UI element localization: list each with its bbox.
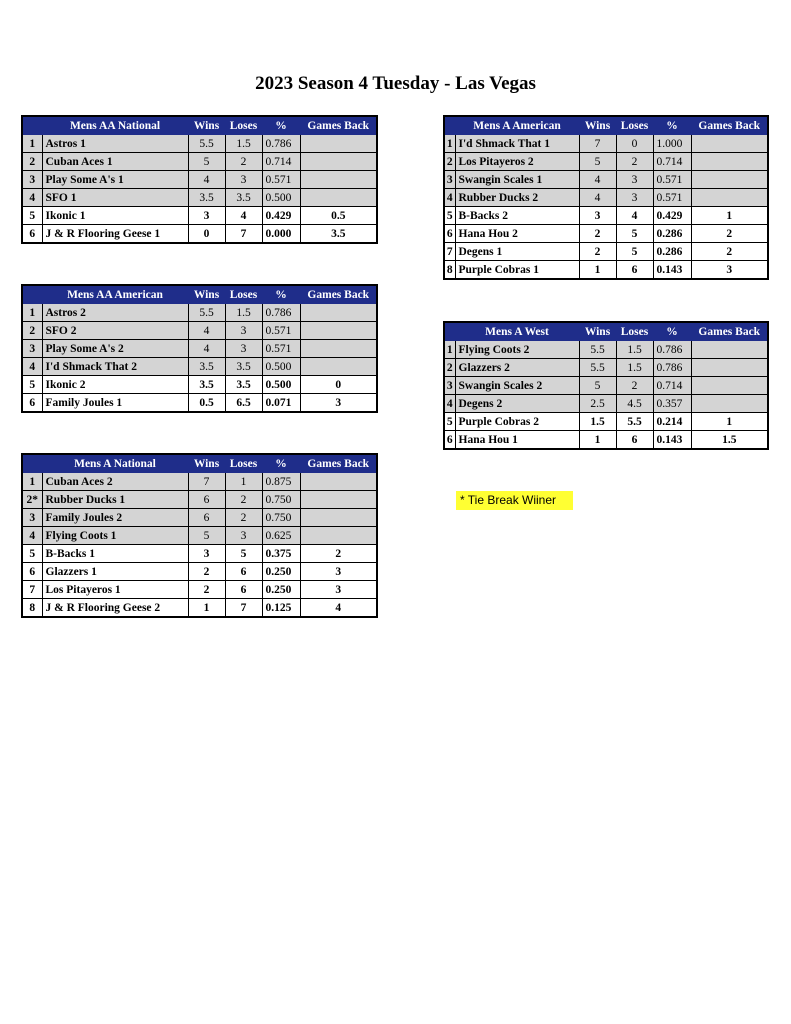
header-wins: Wins (188, 116, 225, 135)
pct-cell: 0.357 (653, 395, 691, 413)
header-rank (444, 322, 455, 341)
loses-cell: 1.5 (225, 304, 262, 322)
pct-cell: 0.429 (653, 207, 691, 225)
team-name-cell: Degens 2 (455, 395, 579, 413)
team-name-cell: Hana Hou 1 (455, 431, 579, 450)
team-name-cell: Glazzers 1 (42, 563, 188, 581)
pct-cell: 0.071 (262, 394, 300, 413)
table-row (22, 599, 377, 618)
rank-cell: 6 (22, 563, 42, 581)
wins-cell: 6 (188, 491, 225, 509)
team-name-cell: SFO 2 (42, 322, 188, 340)
rank-cell: 8 (22, 599, 42, 618)
loses-cell: 2 (225, 153, 262, 171)
games-back-cell (300, 171, 377, 189)
team-name-cell: Rubber Ducks 1 (42, 491, 188, 509)
wins-cell: 4 (188, 171, 225, 189)
rank-cell: 2 (22, 153, 42, 171)
games-back-cell: 2 (300, 545, 377, 563)
pct-cell: 1.000 (653, 135, 691, 153)
pct-cell: 0.286 (653, 225, 691, 243)
table-row (444, 153, 768, 171)
tie-break-note: * Tie Break Wiiner (456, 491, 573, 510)
pct-cell: 0.214 (653, 413, 691, 431)
header-rank (22, 454, 42, 473)
header-games-back: Games Back (691, 322, 768, 341)
header-division-name: Mens AA American (42, 285, 188, 304)
wins-cell: 2 (188, 581, 225, 599)
games-back-cell (691, 135, 768, 153)
rank-cell: 1 (444, 135, 455, 153)
pct-cell: 0.786 (653, 341, 691, 359)
header-games-back: Games Back (300, 285, 377, 304)
table-row (22, 304, 377, 322)
table-row (444, 431, 768, 450)
pct-cell: 0.375 (262, 545, 300, 563)
table-row (444, 189, 768, 207)
team-name-cell: Ikonic 2 (42, 376, 188, 394)
games-back-cell (691, 171, 768, 189)
team-name-cell: Play Some A's 2 (42, 340, 188, 358)
rank-cell: 3 (444, 377, 455, 395)
header-rank (22, 285, 42, 304)
table-header-row (444, 116, 768, 135)
wins-cell: 2 (579, 243, 616, 261)
loses-cell: 4.5 (616, 395, 653, 413)
team-name-cell: Swangin Scales 1 (455, 171, 579, 189)
wins-cell: 7 (188, 473, 225, 491)
table-row (22, 322, 377, 340)
pct-cell: 0.125 (262, 599, 300, 618)
table-row (22, 171, 377, 189)
wins-cell: 1 (188, 599, 225, 618)
games-back-cell: 2 (691, 243, 768, 261)
table-row (444, 225, 768, 243)
team-name-cell: I'd Shmack That 1 (455, 135, 579, 153)
header-pct: % (262, 285, 300, 304)
games-back-cell: 1.5 (691, 431, 768, 450)
team-name-cell: I'd Shmack That 2 (42, 358, 188, 376)
wins-cell: 3.5 (188, 358, 225, 376)
games-back-cell: 4 (300, 599, 377, 618)
wins-cell: 4 (188, 322, 225, 340)
games-back-cell: 0.5 (300, 207, 377, 225)
rank-cell: 2 (22, 322, 42, 340)
loses-cell: 6 (616, 431, 653, 450)
pct-cell: 0.571 (262, 340, 300, 358)
team-name-cell: Astros 1 (42, 135, 188, 153)
header-rank (444, 116, 455, 135)
table-row (22, 394, 377, 413)
header-wins: Wins (579, 322, 616, 341)
pct-cell: 0.500 (262, 358, 300, 376)
rank-cell: 3 (22, 509, 42, 527)
rank-cell: 6 (22, 225, 42, 244)
pct-cell: 0.500 (262, 189, 300, 207)
games-back-cell: 0 (300, 376, 377, 394)
team-name-cell: J & R Flooring Geese 1 (42, 225, 188, 244)
games-back-cell: 3 (691, 261, 768, 280)
wins-cell: 5 (579, 377, 616, 395)
table-aa-national (21, 115, 378, 244)
table-header-row (22, 285, 377, 304)
header-games-back: Games Back (691, 116, 768, 135)
rank-cell: 4 (444, 395, 455, 413)
header-games-back: Games Back (300, 454, 377, 473)
table-row (22, 225, 377, 244)
loses-cell: 3.5 (225, 376, 262, 394)
pct-cell: 0.750 (262, 491, 300, 509)
loses-cell: 3.5 (225, 189, 262, 207)
table-row (22, 581, 377, 599)
rank-cell: 6 (22, 394, 42, 413)
games-back-cell (300, 491, 377, 509)
rank-cell: 3 (22, 171, 42, 189)
pct-cell: 0.625 (262, 527, 300, 545)
games-back-cell (300, 527, 377, 545)
table-row (22, 189, 377, 207)
wins-cell: 2.5 (579, 395, 616, 413)
table-a-american (443, 115, 769, 280)
table-row (444, 243, 768, 261)
pct-cell: 0.571 (653, 171, 691, 189)
header-division-name: Mens A National (42, 454, 188, 473)
table-aa-american (21, 284, 378, 413)
header-division-name: Mens A West (455, 322, 579, 341)
header-wins: Wins (188, 285, 225, 304)
games-back-cell (691, 395, 768, 413)
wins-cell: 2 (188, 563, 225, 581)
games-back-cell (300, 322, 377, 340)
team-name-cell: Purple Cobras 2 (455, 413, 579, 431)
table-row (444, 261, 768, 280)
games-back-cell: 3 (300, 563, 377, 581)
team-name-cell: Purple Cobras 1 (455, 261, 579, 280)
header-loses: Loses (225, 285, 262, 304)
wins-cell: 5 (188, 153, 225, 171)
wins-cell: 3.5 (188, 189, 225, 207)
team-name-cell: Cuban Aces 1 (42, 153, 188, 171)
loses-cell: 2 (616, 377, 653, 395)
team-name-cell: J & R Flooring Geese 2 (42, 599, 188, 618)
games-back-cell: 3 (300, 394, 377, 413)
loses-cell: 0 (616, 135, 653, 153)
pct-cell: 0.786 (653, 359, 691, 377)
wins-cell: 7 (579, 135, 616, 153)
games-back-cell (300, 509, 377, 527)
header-loses: Loses (225, 454, 262, 473)
rank-cell: 5 (22, 207, 42, 225)
rank-cell: 2* (22, 491, 42, 509)
loses-cell: 3 (225, 171, 262, 189)
games-back-cell (691, 359, 768, 377)
table-row (22, 153, 377, 171)
table-row (22, 527, 377, 545)
rank-cell: 3 (444, 171, 455, 189)
table-row (22, 376, 377, 394)
header-wins: Wins (579, 116, 616, 135)
team-name-cell: Glazzers 2 (455, 359, 579, 377)
header-division-name: Mens AA National (42, 116, 188, 135)
team-name-cell: B-Backs 2 (455, 207, 579, 225)
table-row (22, 545, 377, 563)
table-row (22, 207, 377, 225)
team-name-cell: Degens 1 (455, 243, 579, 261)
rank-cell: 1 (22, 473, 42, 491)
pct-cell: 0.750 (262, 509, 300, 527)
rank-cell: 2 (444, 359, 455, 377)
wins-cell: 3.5 (188, 376, 225, 394)
loses-cell: 3 (225, 340, 262, 358)
wins-cell: 1 (579, 431, 616, 450)
table-row (444, 341, 768, 359)
team-name-cell: Family Joules 2 (42, 509, 188, 527)
pct-cell: 0.143 (653, 261, 691, 280)
rank-cell: 2 (444, 153, 455, 171)
wins-cell: 5 (579, 153, 616, 171)
games-back-cell: 3 (300, 581, 377, 599)
loses-cell: 2 (225, 491, 262, 509)
loses-cell: 2 (225, 509, 262, 527)
team-name-cell: SFO 1 (42, 189, 188, 207)
header-pct: % (262, 116, 300, 135)
games-back-cell (300, 340, 377, 358)
rank-cell: 1 (22, 304, 42, 322)
loses-cell: 2 (616, 153, 653, 171)
games-back-cell (691, 153, 768, 171)
table-row (444, 135, 768, 153)
team-name-cell: Flying Coots 2 (455, 341, 579, 359)
pct-cell: 0.250 (262, 581, 300, 599)
loses-cell: 1.5 (225, 135, 262, 153)
rank-cell: 6 (444, 431, 455, 450)
table-header-row (444, 322, 768, 341)
header-loses: Loses (616, 116, 653, 135)
team-name-cell: Los Pitayeros 1 (42, 581, 188, 599)
loses-cell: 6 (616, 261, 653, 280)
games-back-cell: 1 (691, 207, 768, 225)
rank-cell: 5 (444, 207, 455, 225)
loses-cell: 1.5 (616, 359, 653, 377)
games-back-cell (300, 304, 377, 322)
wins-cell: 0.5 (188, 394, 225, 413)
team-name-cell: Cuban Aces 2 (42, 473, 188, 491)
loses-cell: 5.5 (616, 413, 653, 431)
table-a-national (21, 453, 378, 618)
wins-cell: 4 (579, 189, 616, 207)
pct-cell: 0.714 (653, 377, 691, 395)
team-name-cell: Play Some A's 1 (42, 171, 188, 189)
loses-cell: 5 (225, 545, 262, 563)
team-name-cell: Astros 2 (42, 304, 188, 322)
pct-cell: 0.571 (262, 322, 300, 340)
loses-cell: 4 (225, 207, 262, 225)
loses-cell: 1 (225, 473, 262, 491)
rank-cell: 6 (444, 225, 455, 243)
header-division-name: Mens A American (455, 116, 579, 135)
rank-cell: 8 (444, 261, 455, 280)
wins-cell: 4 (579, 171, 616, 189)
pct-cell: 0.143 (653, 431, 691, 450)
pct-cell: 0.714 (653, 153, 691, 171)
loses-cell: 4 (616, 207, 653, 225)
table-a-west (443, 321, 769, 450)
loses-cell: 3 (225, 527, 262, 545)
wins-cell: 5.5 (188, 304, 225, 322)
pct-cell: 0.429 (262, 207, 300, 225)
rank-cell: 4 (22, 358, 42, 376)
table-row (444, 207, 768, 225)
games-back-cell (691, 189, 768, 207)
games-back-cell (691, 377, 768, 395)
loses-cell: 3 (616, 171, 653, 189)
rank-cell: 3 (22, 340, 42, 358)
table-row (444, 395, 768, 413)
wins-cell: 0 (188, 225, 225, 244)
pct-cell: 0.286 (653, 243, 691, 261)
wins-cell: 6 (188, 509, 225, 527)
games-back-cell: 1 (691, 413, 768, 431)
rank-cell: 4 (444, 189, 455, 207)
wins-cell: 3 (188, 207, 225, 225)
games-back-cell (300, 189, 377, 207)
wins-cell: 2 (579, 225, 616, 243)
rank-cell: 1 (22, 135, 42, 153)
games-back-cell (300, 135, 377, 153)
pct-cell: 0.500 (262, 376, 300, 394)
rank-cell: 4 (22, 189, 42, 207)
loses-cell: 7 (225, 225, 262, 244)
table-row (22, 563, 377, 581)
table-row (22, 135, 377, 153)
table-header-row (22, 116, 377, 135)
rank-cell: 5 (444, 413, 455, 431)
table-header-row (22, 454, 377, 473)
team-name-cell: Family Joules 1 (42, 394, 188, 413)
pct-cell: 0.875 (262, 473, 300, 491)
rank-cell: 7 (444, 243, 455, 261)
games-back-cell: 2 (691, 225, 768, 243)
loses-cell: 5 (616, 225, 653, 243)
wins-cell: 5.5 (579, 341, 616, 359)
table-row (444, 413, 768, 431)
header-loses: Loses (225, 116, 262, 135)
pct-cell: 0.571 (262, 171, 300, 189)
loses-cell: 6.5 (225, 394, 262, 413)
pct-cell: 0.786 (262, 304, 300, 322)
team-name-cell: Ikonic 1 (42, 207, 188, 225)
wins-cell: 3 (579, 207, 616, 225)
wins-cell: 5 (188, 527, 225, 545)
header-wins: Wins (188, 454, 225, 473)
rank-cell: 7 (22, 581, 42, 599)
pct-cell: 0.000 (262, 225, 300, 244)
table-row (444, 377, 768, 395)
rank-cell: 5 (22, 376, 42, 394)
table-row (22, 340, 377, 358)
page-title: 2023 Season 4 Tuesday - Las Vegas (255, 73, 536, 94)
loses-cell: 7 (225, 599, 262, 618)
pct-cell: 0.250 (262, 563, 300, 581)
games-back-cell (691, 341, 768, 359)
pct-cell: 0.571 (653, 189, 691, 207)
table-row (22, 491, 377, 509)
pct-cell: 0.714 (262, 153, 300, 171)
table-row (444, 359, 768, 377)
table-row (22, 473, 377, 491)
header-loses: Loses (616, 322, 653, 341)
team-name-cell: B-Backs 1 (42, 545, 188, 563)
wins-cell: 4 (188, 340, 225, 358)
loses-cell: 6 (225, 581, 262, 599)
rank-cell: 5 (22, 545, 42, 563)
team-name-cell: Swangin Scales 2 (455, 377, 579, 395)
wins-cell: 1.5 (579, 413, 616, 431)
header-games-back: Games Back (300, 116, 377, 135)
rank-cell: 1 (444, 341, 455, 359)
header-pct: % (262, 454, 300, 473)
header-pct: % (653, 116, 691, 135)
loses-cell: 3 (616, 189, 653, 207)
header-rank (22, 116, 42, 135)
rank-cell: 4 (22, 527, 42, 545)
table-row (22, 358, 377, 376)
loses-cell: 1.5 (616, 341, 653, 359)
wins-cell: 1 (579, 261, 616, 280)
table-row (22, 509, 377, 527)
team-name-cell: Flying Coots 1 (42, 527, 188, 545)
loses-cell: 3 (225, 322, 262, 340)
wins-cell: 5.5 (579, 359, 616, 377)
games-back-cell: 3.5 (300, 225, 377, 244)
loses-cell: 6 (225, 563, 262, 581)
games-back-cell (300, 358, 377, 376)
team-name-cell: Hana Hou 2 (455, 225, 579, 243)
loses-cell: 5 (616, 243, 653, 261)
wins-cell: 5.5 (188, 135, 225, 153)
games-back-cell (300, 473, 377, 491)
team-name-cell: Rubber Ducks 2 (455, 189, 579, 207)
team-name-cell: Los Pitayeros 2 (455, 153, 579, 171)
wins-cell: 3 (188, 545, 225, 563)
loses-cell: 3.5 (225, 358, 262, 376)
table-row (444, 171, 768, 189)
pct-cell: 0.786 (262, 135, 300, 153)
header-pct: % (653, 322, 691, 341)
games-back-cell (300, 153, 377, 171)
